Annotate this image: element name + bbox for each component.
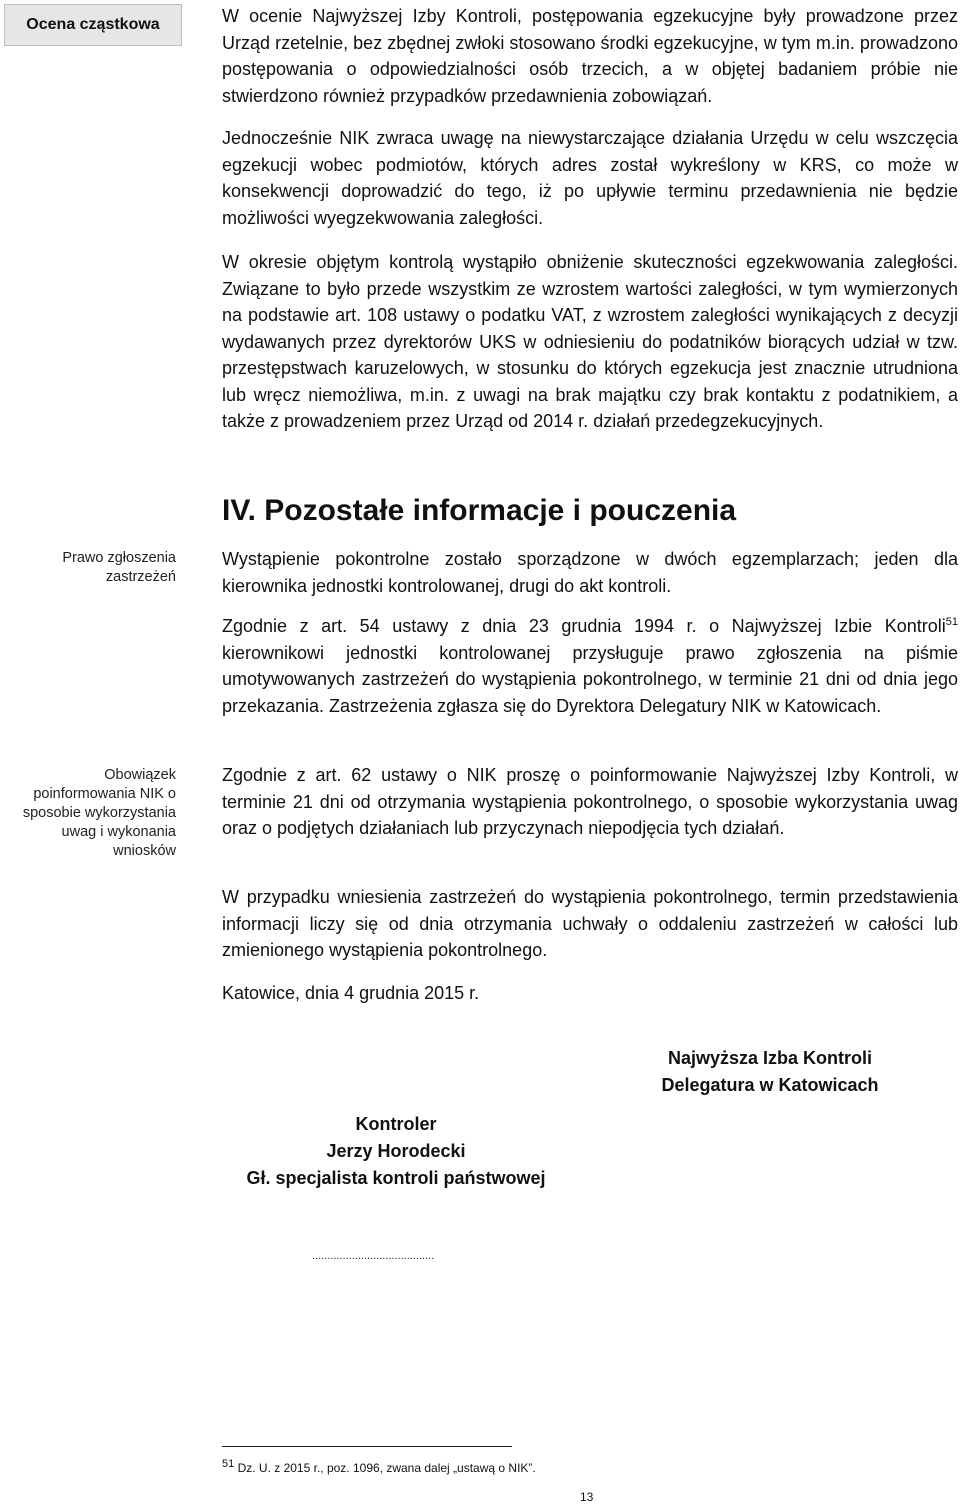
signature-organization [600, 1045, 940, 1099]
body-text: Zgodnie z art. 62 ustawy o NIK proszę o poinformowanie Najwyższej Izby Kontroli, w terminie 21 dni od otrzymania wystąpienia pokontrolnego, o sposobie wykorzystania uwag oraz o podjętych działaniach lub przyczynach niepodjęcia tych działań. [222, 765, 958, 838]
section-label: Ocena cząstkowa [26, 16, 160, 33]
org-name: Najwyższa Izba Kontroli [667, 1048, 873, 1068]
paragraph-information [222, 762, 958, 842]
body-text: Jednocześnie NIK zwraca uwagę na niewystarczające działania Urzędu w celu wszczęcia egzekucji wobec podmiotów, których adres został wykreślony w KRS, co może w konsekwencji doprowadzić do tego, iż po upływie terminu przedawnienia nie będzie możliwości wyegzekwowania zaległości. [222, 128, 958, 228]
place-date [222, 980, 958, 1007]
footnote-divider [222, 1446, 512, 1447]
footnote [222, 1460, 536, 1476]
margin-note-obligation: Obowiązek poinformowania NIK o sposobie wykorzystania uwag i wykonania wniosków [22, 767, 176, 859]
signature-line: ........................................ [312, 1250, 435, 1262]
body-text: W okresie objętym kontrolą wystąpiło obniżenie skuteczności egzekwowania zaległości. Związane to było przede wszystkim ze wzrostem wartości zaległości, w tym wymierzonych na podstawie art. 108 ustawy o podatku VAT, z wzrostem zaległości wynikających z decyzji wydawanych przez dyrektorów UKS w odniesieniu do podatników biorących udział w tzw. przestępstwach karuzelowych, w stosunku do których egzekucja jest znacznie utrudniona lub wręcz niemożliwa, m.in. z uwagi na brak majątku czy brak kontaktu z podatnikiem, a także z prowadzeniem przez Urząd od 2014 r. działań przedegzekucyjnych. [222, 252, 958, 431]
section-label-box [4, 4, 182, 46]
paragraph-assessment [222, 3, 958, 109]
body-text: Wystąpienie pokontrolne zostało sporządzone w dwóch egzemplarzach; jeden dla kierownika jednostki kontrolowanej, drugi do akt kontroli. [222, 549, 958, 596]
signature-controller [196, 1111, 596, 1192]
paragraph-objections [222, 613, 958, 719]
paragraph-deadline [222, 884, 958, 964]
text-after-ref: kierownikowi jednostki kontrolowanej przysługuje prawo zgłoszenia na piśmie umotywowanych zastrzeżeń do wystąpienia pokontrolnego, w terminie 21 dni od dnia jego przekazania. Zastrzeżenia zgłasza się do Dyrektora Delegatury NIK w Katowicach. [222, 642, 958, 716]
paragraph-attention [222, 125, 958, 231]
controller-title: Gł. specjalista kontroli państwowej [246, 1168, 546, 1188]
controller-name: Jerzy Horodecki [326, 1141, 466, 1161]
section-heading: IV. Pozostałe informacje i pouczenia [222, 494, 737, 527]
controller-role: Kontroler [355, 1114, 437, 1134]
body-text: W przypadku wniesienia zastrzeżeń do wystąpienia pokontrolnego, termin przedstawienia informacji liczy się od dnia otrzymania uchwały o oddaleniu zastrzeżeń w całości lub zmienionego wystąpienia pokontrolnego. [222, 887, 958, 960]
place-date-text: Katowice, dnia 4 grudnia 2015 r. [222, 983, 480, 1003]
body-text [222, 613, 958, 719]
text-before-ref: Zgodnie z art. 54 ustawy z dnia 23 grudnia 1994 r. o Najwyższej Izbie Kontroli [222, 616, 946, 636]
margin-note-objections: Prawo zgłoszenia zastrzeżeń [62, 550, 176, 585]
paragraph-copies [222, 546, 958, 599]
footnote-number: 51 [222, 1458, 235, 1470]
body-text: W ocenie Najwyższej Izby Kontroli, postępowania egzekucyjne były prowadzone przez Urząd rzetelnie, bez zbędnej zwłoki stosowano środki egzekucyjne, w tym m.in. prowadzono postępowania o odpowiedzialności osób trzecich, a w objętej badaniem próbie nie stwierdzono również przypadków przedawnienia zobowiązań. [222, 6, 958, 106]
paragraph-effectiveness [222, 249, 958, 435]
footnote-text: Dz. U. z 2015 r., poz. 1096, zwana dalej „ustawą o NIK”. [234, 1461, 536, 1475]
footnote-ref: 51 [945, 616, 958, 628]
page-number: 13 [580, 1490, 594, 1504]
org-delegation: Delegatura w Katowicach [661, 1075, 879, 1095]
